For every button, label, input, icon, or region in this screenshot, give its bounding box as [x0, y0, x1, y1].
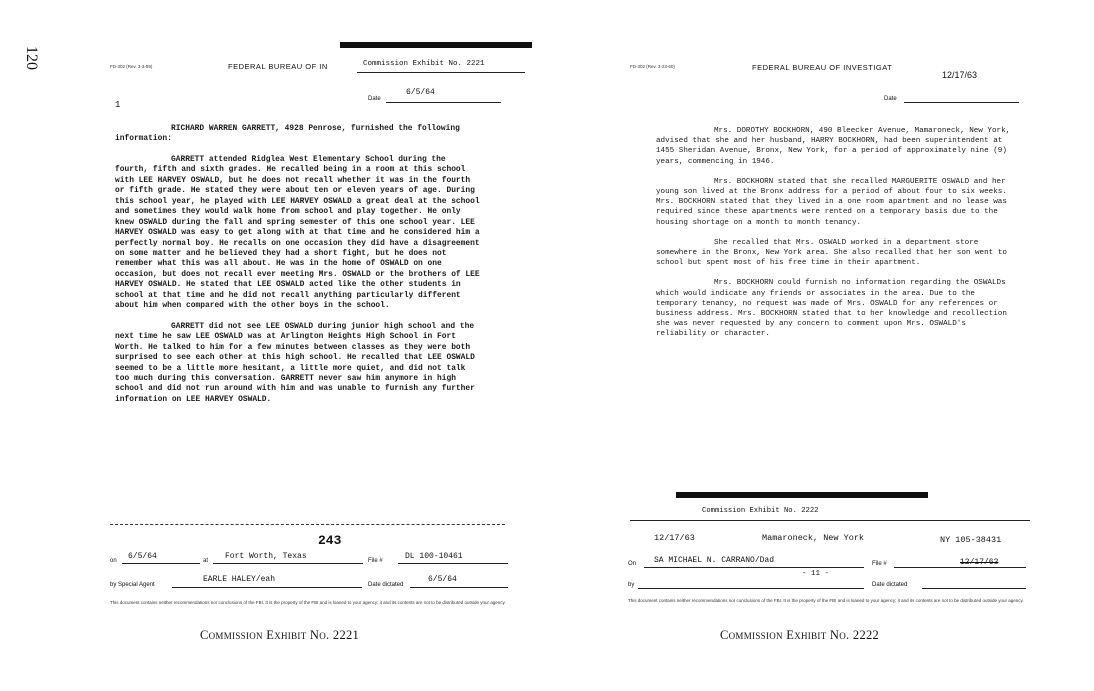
body-text	[115, 124, 480, 405]
page-marker: - 11 -	[802, 570, 830, 578]
bureau-header: FEDERAL BUREAU OF INVESTIGAT	[752, 63, 893, 72]
form-code: FD-302 (Rev. 3-3-59)	[110, 64, 153, 69]
date-line	[386, 101, 501, 103]
exhibit-footer: Commission Exhibit No. 2222	[702, 507, 819, 515]
disclaimer: This document contains neither recommendations nor conclusions of the FBI. It is the property of the FBI and is loaned to your agency; it and its contents are not to be distributed outside your agency.	[110, 600, 506, 605]
paragraph: Mrs. BOCKHORN could furnish no information regarding the OSWALDs which would indicate any friends or associates in the area. Due to the temporary tenancy, no request was made of Mrs. OSWALD for any references or business address. Mrs. BOCKHORN stated that to her knowledge and recollection she was never requested by any concern to comment upon Mrs. OSWALD's reliability or character.	[656, 279, 1007, 339]
on-line	[122, 562, 200, 564]
top-date: 12/17/63	[942, 70, 978, 80]
right-document	[622, 30, 1042, 650]
exhibit-header: Commission Exhibit No. 2221	[363, 60, 485, 68]
dictated-value: 6/5/64	[428, 575, 457, 584]
on-date: 12/17/63	[654, 533, 695, 543]
at-value: Fort Worth, Texas	[225, 552, 307, 561]
dictated-value: 12/17/63	[960, 558, 999, 567]
paragraph: GARRETT did not see LEE OSWALD during junior high school and the next time he saw LEE OSWALD was at Arlington Heights High School in Fort Worth. He talked to him for a few minutes between classes as they were both surprised to see each other at this high school. He recalled that LEE OSWALD seemed to be a little more hesitant, a little more quiet, and did not talk too much during this conversation. GARRETT never saw him anymore in high school and did not run around with him and was unable to furnish any further information on LEE HARVEY OSWALD.	[115, 321, 475, 404]
at-line	[213, 562, 363, 564]
header-rule	[357, 72, 525, 73]
footer-rule	[110, 524, 505, 525]
dictated-line	[922, 587, 1026, 589]
by-label: by	[628, 582, 635, 588]
stamp-number: 243	[318, 533, 342, 548]
caption-left: Commission Exhibit No. 2221	[200, 628, 360, 642]
date-label: Date	[884, 96, 897, 102]
page-number: 120	[23, 46, 40, 70]
paragraph: She recalled that Mrs. OSWALD worked in a department store somewhere in the Bronx, New York area. She also recalled that her son went to school but spent most of his free time in their apartment.	[656, 238, 1007, 268]
disclaimer: This document contains neither recommendations nor conclusions of the FBI. It is the property of the FBI and is loaned to your agency; it and its contents are not to be distributed outside your agency.	[628, 598, 1024, 603]
on-label: On	[628, 561, 637, 567]
caption-right: Commission Exhibit No. 2222	[720, 628, 880, 642]
by-line	[638, 587, 864, 589]
file-label: File #	[368, 558, 383, 564]
date-line	[904, 101, 1019, 103]
agent-value: SA MICHAEL N. CARRANO/Dad	[654, 556, 775, 565]
left-document	[100, 30, 520, 650]
paragraph: Mrs. BOCKHORN stated that she recalled MARGUERITE OSWALD and her young son lived at the Bronx address for a period of about four to six weeks. Mrs. BOCKHORN stated that they lived in a one room apartment and no lease was required since these apartments were rented on a temporary basis due to the housing shortage on a month to month tenancy.	[656, 177, 1007, 227]
agent-label: by Special Agent	[110, 582, 155, 588]
redaction-bar	[340, 42, 532, 48]
file-label: File #	[872, 561, 887, 567]
at-value: Mamaroneck, New York	[762, 533, 865, 543]
at-label: at	[203, 558, 209, 564]
on-label: on	[110, 558, 117, 564]
form-code: FD-302 (Rev. 3-23-60)	[630, 64, 675, 69]
agent-line	[644, 566, 864, 568]
file-value: NY 105-38431	[940, 535, 1002, 545]
date-value: 6/5/64	[406, 88, 435, 97]
footer-rule	[630, 520, 1030, 521]
dictated-line	[410, 586, 508, 588]
file-line	[398, 562, 508, 564]
body-text	[656, 126, 1018, 340]
paragraph: RICHARD WARREN GARRETT, 4928 Penrose, furnished the following information:	[115, 124, 460, 144]
file-value: DL 100-10461	[405, 552, 463, 561]
paragraph: GARRETT attended Ridglea West Elementary School during the fourth, fifth and sixth grades. He recalled being in a room at this school with LEE HARVEY OSWALD, but he does not recall whether it was in the fourth or fifth grade. He stated they were about ten or eleven years of age. During this school year, he played with LEE HARVEY OSWALD a great deal at the school and sometimes they would walk home from school and play together. He only knew OSWALD during the fall and spring semester of this one school year. LEE HARVEY OSWALD was easy to get along with at that time and he considered him a perfectly normal boy. He recalls on one occasion they did have a disagreement on some matter and he believed they had a short fight, but he does not remember what this was all about. He was in the home of OSWALD on one occasion, but does not recall ever meeting Mrs. OSWALD or the brothers of LEE HARVEY OSWALD. He stated that LEE OSWALD acted like the other students in school at that time and he did not recall anything particularly different about him when compared with the other boys in the school.	[115, 154, 480, 311]
date-label: Date	[368, 96, 381, 102]
bureau-header: FEDERAL BUREAU OF IN	[228, 62, 328, 71]
on-value: 6/5/64	[128, 552, 157, 561]
agent-value: EARLE HALEY/eah	[203, 575, 276, 584]
file-line	[894, 566, 1026, 568]
dictated-label: Date dictated	[368, 582, 404, 588]
redaction-bar	[676, 492, 928, 498]
page-marker: 1	[115, 100, 121, 110]
paragraph: Mrs. DOROTHY BOCKHORN, 490 Bleecker Avenue, Mamaroneck, New York, advised that she and her husband, HARRY BOCKHORN, had been superintendent at 1455 Sheridan Avenue, Bronx, New York, for a period of approximately nine (9) years, commencing in 1946.	[656, 127, 1011, 166]
agent-line	[172, 586, 362, 588]
dictated-label: Date dictated	[872, 582, 908, 588]
